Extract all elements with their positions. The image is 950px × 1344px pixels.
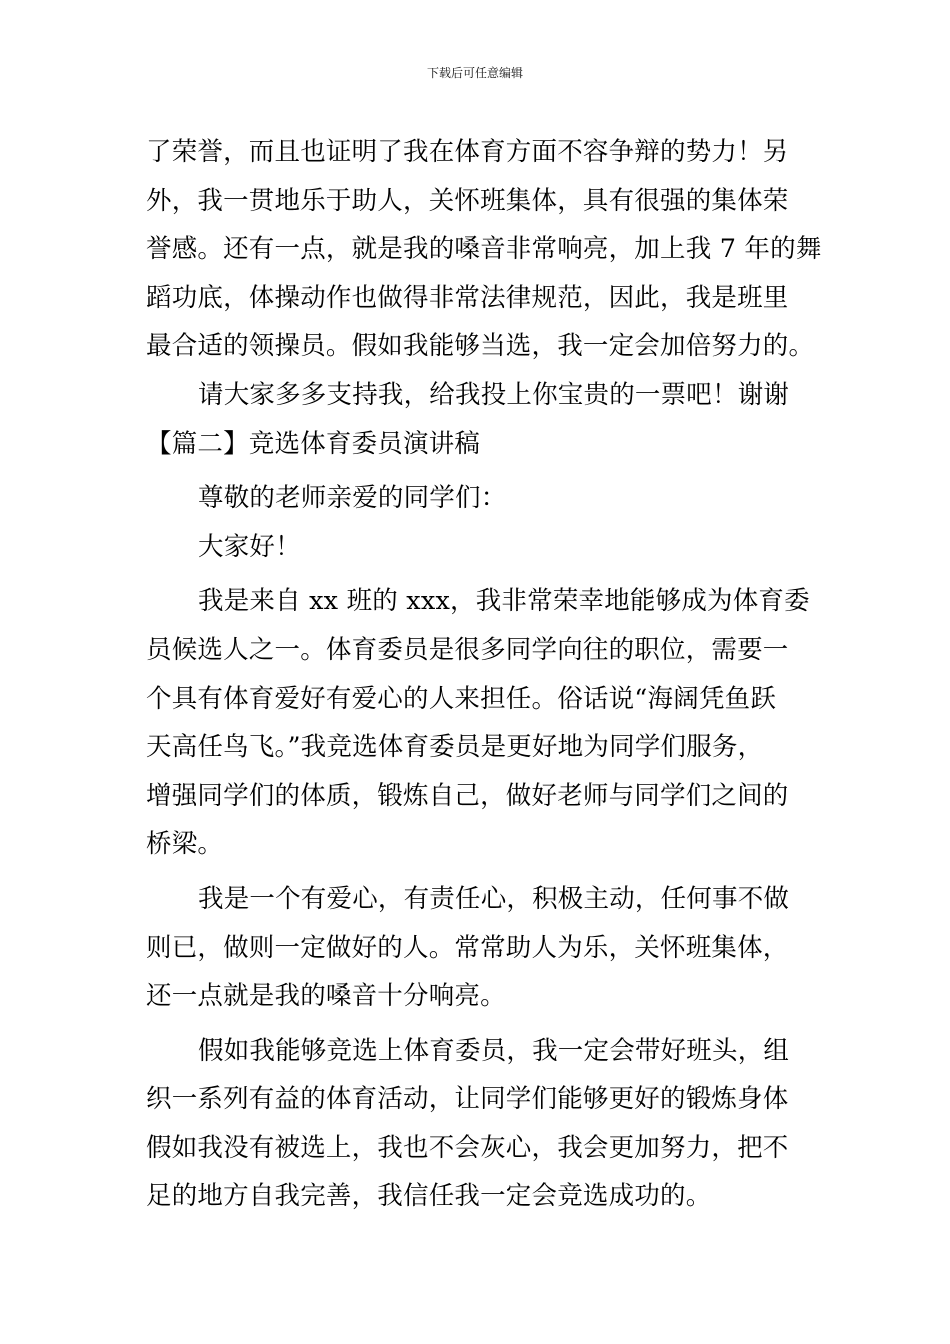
text-line: 则已，做则一定做好的人。常常助人为乐，关怀班集体， (146, 932, 789, 963)
text-line: 假如我没有被选上，我也不会灰心，我会更加努力，把不 (146, 1132, 789, 1163)
salutation: 尊敬的老师亲爱的同学们： (198, 483, 507, 514)
greeting: 大家好！ (198, 531, 301, 562)
text-line: 足的地方自我完善，我信任我一定会竞选成功的。 (146, 1181, 712, 1212)
text-line: 最合适的领操员。假如我能够当选，我一定会加倍努力的。 (146, 331, 815, 362)
text-line: 桥梁。 (146, 829, 224, 860)
document-body (146, 128, 822, 1221)
text-line: 誉感。还有一点，就是我的嗓音非常响亮，加上我 7 年的舞 (146, 234, 822, 265)
text-line: 请大家多多支持我，给我投上你宝贵的一票吧！谢谢 (198, 379, 790, 410)
text-line: 蹈功底，体操动作也做得非常法律规范，因此，我是班里 (146, 282, 789, 313)
header-note: 下载后可任意编辑 (426, 66, 523, 80)
section-heading: 【篇二】竞选体育委员演讲稿 (146, 428, 481, 459)
text-line: 外，我一贯地乐于助人，关怀班集体，具有很强的集体荣 (146, 185, 789, 216)
text-line: 个具有体育爱好有爱心的人来担任。俗话说“海阔凭鱼跃 (146, 683, 777, 714)
text-line: 还一点就是我的嗓音十分响亮。 (146, 981, 506, 1012)
text-line: 我是来自 xx 班的 xxx，我非常荣幸地能够成为体育委 (198, 586, 810, 617)
text-line: 了荣誉，而且也证明了我在体育方面不容争辩的势力！另 (146, 137, 789, 167)
text-line: 增强同学们的体质，锻炼自己，做好老师与同学们之间的 (146, 780, 789, 811)
text-line: 我是一个有爱心，有责任心，积极主动，任何事不做 (198, 883, 790, 914)
text-line: 假如我能够竞选上体育委员，我一定会带好班头，组 (198, 1035, 790, 1066)
text-line: 天高任鸟飞。”我竞选体育委员是更好地为同学们服务， (146, 732, 764, 763)
text-line: 织一系列有益的体育活动，让同学们能够更好的锻炼身体 (146, 1084, 789, 1115)
text-line: 员候选人之一。体育委员是很多同学向往的职位，需要一 (146, 634, 789, 665)
